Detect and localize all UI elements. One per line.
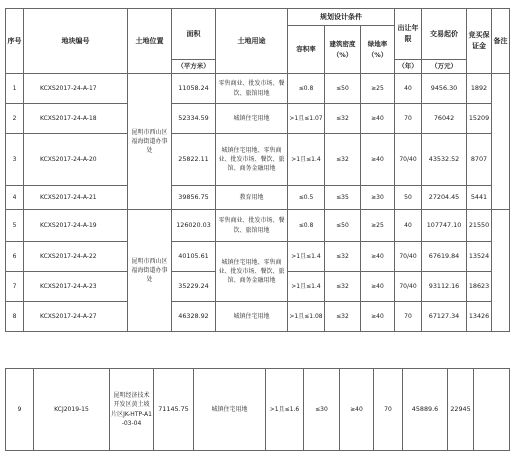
cell-far: ≤0.8 xyxy=(288,210,325,242)
cell-green: ≥40 xyxy=(361,242,395,272)
cell-deposit: 1892 xyxy=(467,74,492,104)
header-term-unit xyxy=(395,60,422,74)
cell-code: KCXS2017-24-A-18 xyxy=(24,104,128,134)
cell-area: 52334.59 xyxy=(172,104,216,134)
header-usage xyxy=(216,9,288,74)
table-row xyxy=(6,134,510,186)
cell-density: ≤32 xyxy=(325,242,361,272)
cell-far: ≤0.8 xyxy=(288,74,325,104)
cell-code: KCJ2019-15 xyxy=(34,369,110,451)
cell-term: 70/40 xyxy=(395,134,422,186)
header-far xyxy=(288,26,325,74)
cell-seq: 1 xyxy=(6,74,24,104)
cell-term: 40 xyxy=(395,210,422,242)
header-row-1 xyxy=(6,9,510,26)
header-area xyxy=(172,9,216,60)
land-auction-table xyxy=(5,8,510,332)
table-row xyxy=(6,302,510,332)
cell-term: 40 xyxy=(395,74,422,104)
cell-term: 70 xyxy=(395,302,422,332)
header-green-unit: （%） xyxy=(367,50,388,59)
cell-term: 70/40 xyxy=(395,242,422,272)
cell-usage: 零售商业、批发市场、餐饮、旅馆用地 xyxy=(216,74,288,104)
cell-deposit: 5441 xyxy=(467,186,492,210)
cell-deposit: 21550 xyxy=(467,210,492,242)
header-term-unit-label: （年） xyxy=(398,62,418,71)
cell-usage: 城镇住宅用地、零售商业、批发市场、餐饮、旅馆、商务金融用地 xyxy=(216,134,288,186)
cell-code: KCXS2017-24-A-22 xyxy=(24,242,128,272)
cell-usage: 城镇住宅用地 xyxy=(194,369,266,451)
cell-density: ≤30 xyxy=(304,369,340,451)
cell-price: 67619.84 xyxy=(422,242,467,272)
cell-green: ≥25 xyxy=(361,210,395,242)
cell-green: ≥30 xyxy=(361,186,395,210)
header-seq xyxy=(6,9,24,74)
cell-code: KCXS2017-24-A-17 xyxy=(24,74,128,104)
cell-price: 45889.6 xyxy=(403,369,448,451)
cell-seq: 9 xyxy=(6,369,34,451)
cell-density: ≤35 xyxy=(325,186,361,210)
cell-price: 43532.52 xyxy=(422,134,467,186)
cell-seq: 6 xyxy=(6,242,24,272)
header-area-label: 面积 xyxy=(186,29,201,38)
cell-far: >1且≤1.08 xyxy=(288,302,325,332)
cell-area: 71145.75 xyxy=(154,369,194,451)
table-row xyxy=(6,74,510,104)
cell-seq: 8 xyxy=(6,302,24,332)
header-price-unit-label: （万元） xyxy=(431,62,457,71)
cell-location: 昆明经济技术开发区黄土坡片区JK-HTP-A1-03-04 xyxy=(110,369,154,451)
cell-code: KCXS2017-24-A-19 xyxy=(24,210,128,242)
cell-far: >1且≤1.4 xyxy=(288,272,325,302)
header-deposit-label: 竞买保证金 xyxy=(468,31,490,50)
cell-location-group-1: 昆明市西山区福海街道办事处 xyxy=(128,74,172,210)
cell-price: 93112.16 xyxy=(422,272,467,302)
header-remark-label: 备注 xyxy=(493,36,508,45)
cell-price: 107747.10 xyxy=(422,210,467,242)
cell-remark xyxy=(492,74,510,210)
cell-green: ≥40 xyxy=(361,272,395,302)
cell-price: 9456.30 xyxy=(422,74,467,104)
header-density-unit: （%） xyxy=(332,50,353,59)
cell-remark xyxy=(492,210,510,332)
header-start-price-label: 交易起价 xyxy=(430,29,458,38)
table-row xyxy=(6,186,510,210)
cell-green: ≥40 xyxy=(361,302,395,332)
cell-density: ≤32 xyxy=(325,134,361,186)
cell-code: KCXS2017-24-A-27 xyxy=(24,302,128,332)
cell-area: 39856.75 xyxy=(172,186,216,210)
header-density-label: 建筑密度 xyxy=(329,40,356,49)
cell-term: 70/40 xyxy=(395,272,422,302)
cell-far: >1且≤1.07 xyxy=(288,104,325,134)
cell-area: 46328.92 xyxy=(172,302,216,332)
header-planning xyxy=(288,9,395,26)
header-green xyxy=(361,26,395,74)
cell-seq: 4 xyxy=(6,186,24,210)
cell-seq: 3 xyxy=(6,134,24,186)
cell-usage: 教育用地 xyxy=(216,186,288,210)
cell-term: 70 xyxy=(374,369,403,451)
cell-seq: 5 xyxy=(6,210,24,242)
cell-code: KCXS2017-24-A-21 xyxy=(24,186,128,210)
cell-area: 25822.11 xyxy=(172,134,216,186)
cell-price: 76042 xyxy=(422,104,467,134)
cell-deposit: 13426 xyxy=(467,302,492,332)
header-green-label: 绿地率 xyxy=(367,40,388,49)
header-deposit xyxy=(467,9,492,74)
table-row xyxy=(6,104,510,134)
header-planning-label: 规划设计条件 xyxy=(320,12,362,21)
cell-green: ≥40 xyxy=(361,104,395,134)
cell-density: ≤32 xyxy=(325,272,361,302)
cell-far: >1且≤1.4 xyxy=(288,242,325,272)
cell-far: ≤0.5 xyxy=(288,186,325,210)
cell-density: ≤32 xyxy=(325,302,361,332)
cell-area: 35229.24 xyxy=(172,272,216,302)
land-auction-table-extra xyxy=(5,368,510,451)
header-start-price xyxy=(422,9,467,60)
cell-code: KCXS2017-24-A-23 xyxy=(24,272,128,302)
cell-seq: 7 xyxy=(6,272,24,302)
cell-far: >1且≤1.4 xyxy=(288,134,325,186)
cell-remark xyxy=(474,369,510,451)
header-price-unit xyxy=(422,60,467,74)
table-row xyxy=(6,369,510,451)
cell-far: >1且≤1.6 xyxy=(266,369,304,451)
cell-usage: 城镇住宅用地 xyxy=(216,104,288,134)
cell-density: ≤50 xyxy=(325,74,361,104)
cell-area: 126020.03 xyxy=(172,210,216,242)
cell-deposit: 8707 xyxy=(467,134,492,186)
cell-area: 11058.24 xyxy=(172,74,216,104)
cell-green: ≥40 xyxy=(361,134,395,186)
cell-term: 50 xyxy=(395,186,422,210)
header-plot-code-label: 地块编号 xyxy=(61,36,90,45)
cell-density: ≤32 xyxy=(325,104,361,134)
header-term xyxy=(395,9,422,60)
cell-green: ≥25 xyxy=(361,74,395,104)
cell-price: 67127.34 xyxy=(422,302,467,332)
cell-deposit: 15209 xyxy=(467,104,492,134)
header-plot-code xyxy=(24,9,128,74)
header-term-label: 出让年限 xyxy=(397,24,419,43)
header-density xyxy=(325,26,361,74)
cell-price: 27204.45 xyxy=(422,186,467,210)
cell-green: ≥40 xyxy=(340,369,374,451)
header-area-unit-label: （平方米） xyxy=(177,62,210,71)
table-row xyxy=(6,242,510,272)
cell-term: 70 xyxy=(395,104,422,134)
cell-usage: 城镇住宅用地 xyxy=(216,302,288,332)
cell-deposit: 18623 xyxy=(467,272,492,302)
cell-code: KCXS2017-24-A-20 xyxy=(24,134,128,186)
header-seq-label: 序号 xyxy=(7,36,22,45)
cell-deposit: 13524 xyxy=(467,242,492,272)
cell-usage: 零售商业、批发市场、餐饮、旅馆用地 xyxy=(216,210,288,242)
table-row xyxy=(6,210,510,242)
header-area-unit xyxy=(172,60,216,74)
cell-density: ≤50 xyxy=(325,210,361,242)
header-location-label: 土地位置 xyxy=(135,36,164,45)
cell-usage: 城镇住宅用地、零售商业、批发市场、餐饮、旅馆、商务金融用地 xyxy=(216,242,288,302)
cell-deposit: 22945 xyxy=(448,369,474,451)
cell-seq: 2 xyxy=(6,104,24,134)
header-far-label: 容积率 xyxy=(296,45,316,54)
cell-area: 40105.61 xyxy=(172,242,216,272)
header-usage-label: 土地用途 xyxy=(237,36,266,45)
header-remark xyxy=(492,9,510,74)
header-location xyxy=(128,9,172,74)
cell-location-group-2: 昆明市西山区福海街道办事处 xyxy=(128,210,172,332)
